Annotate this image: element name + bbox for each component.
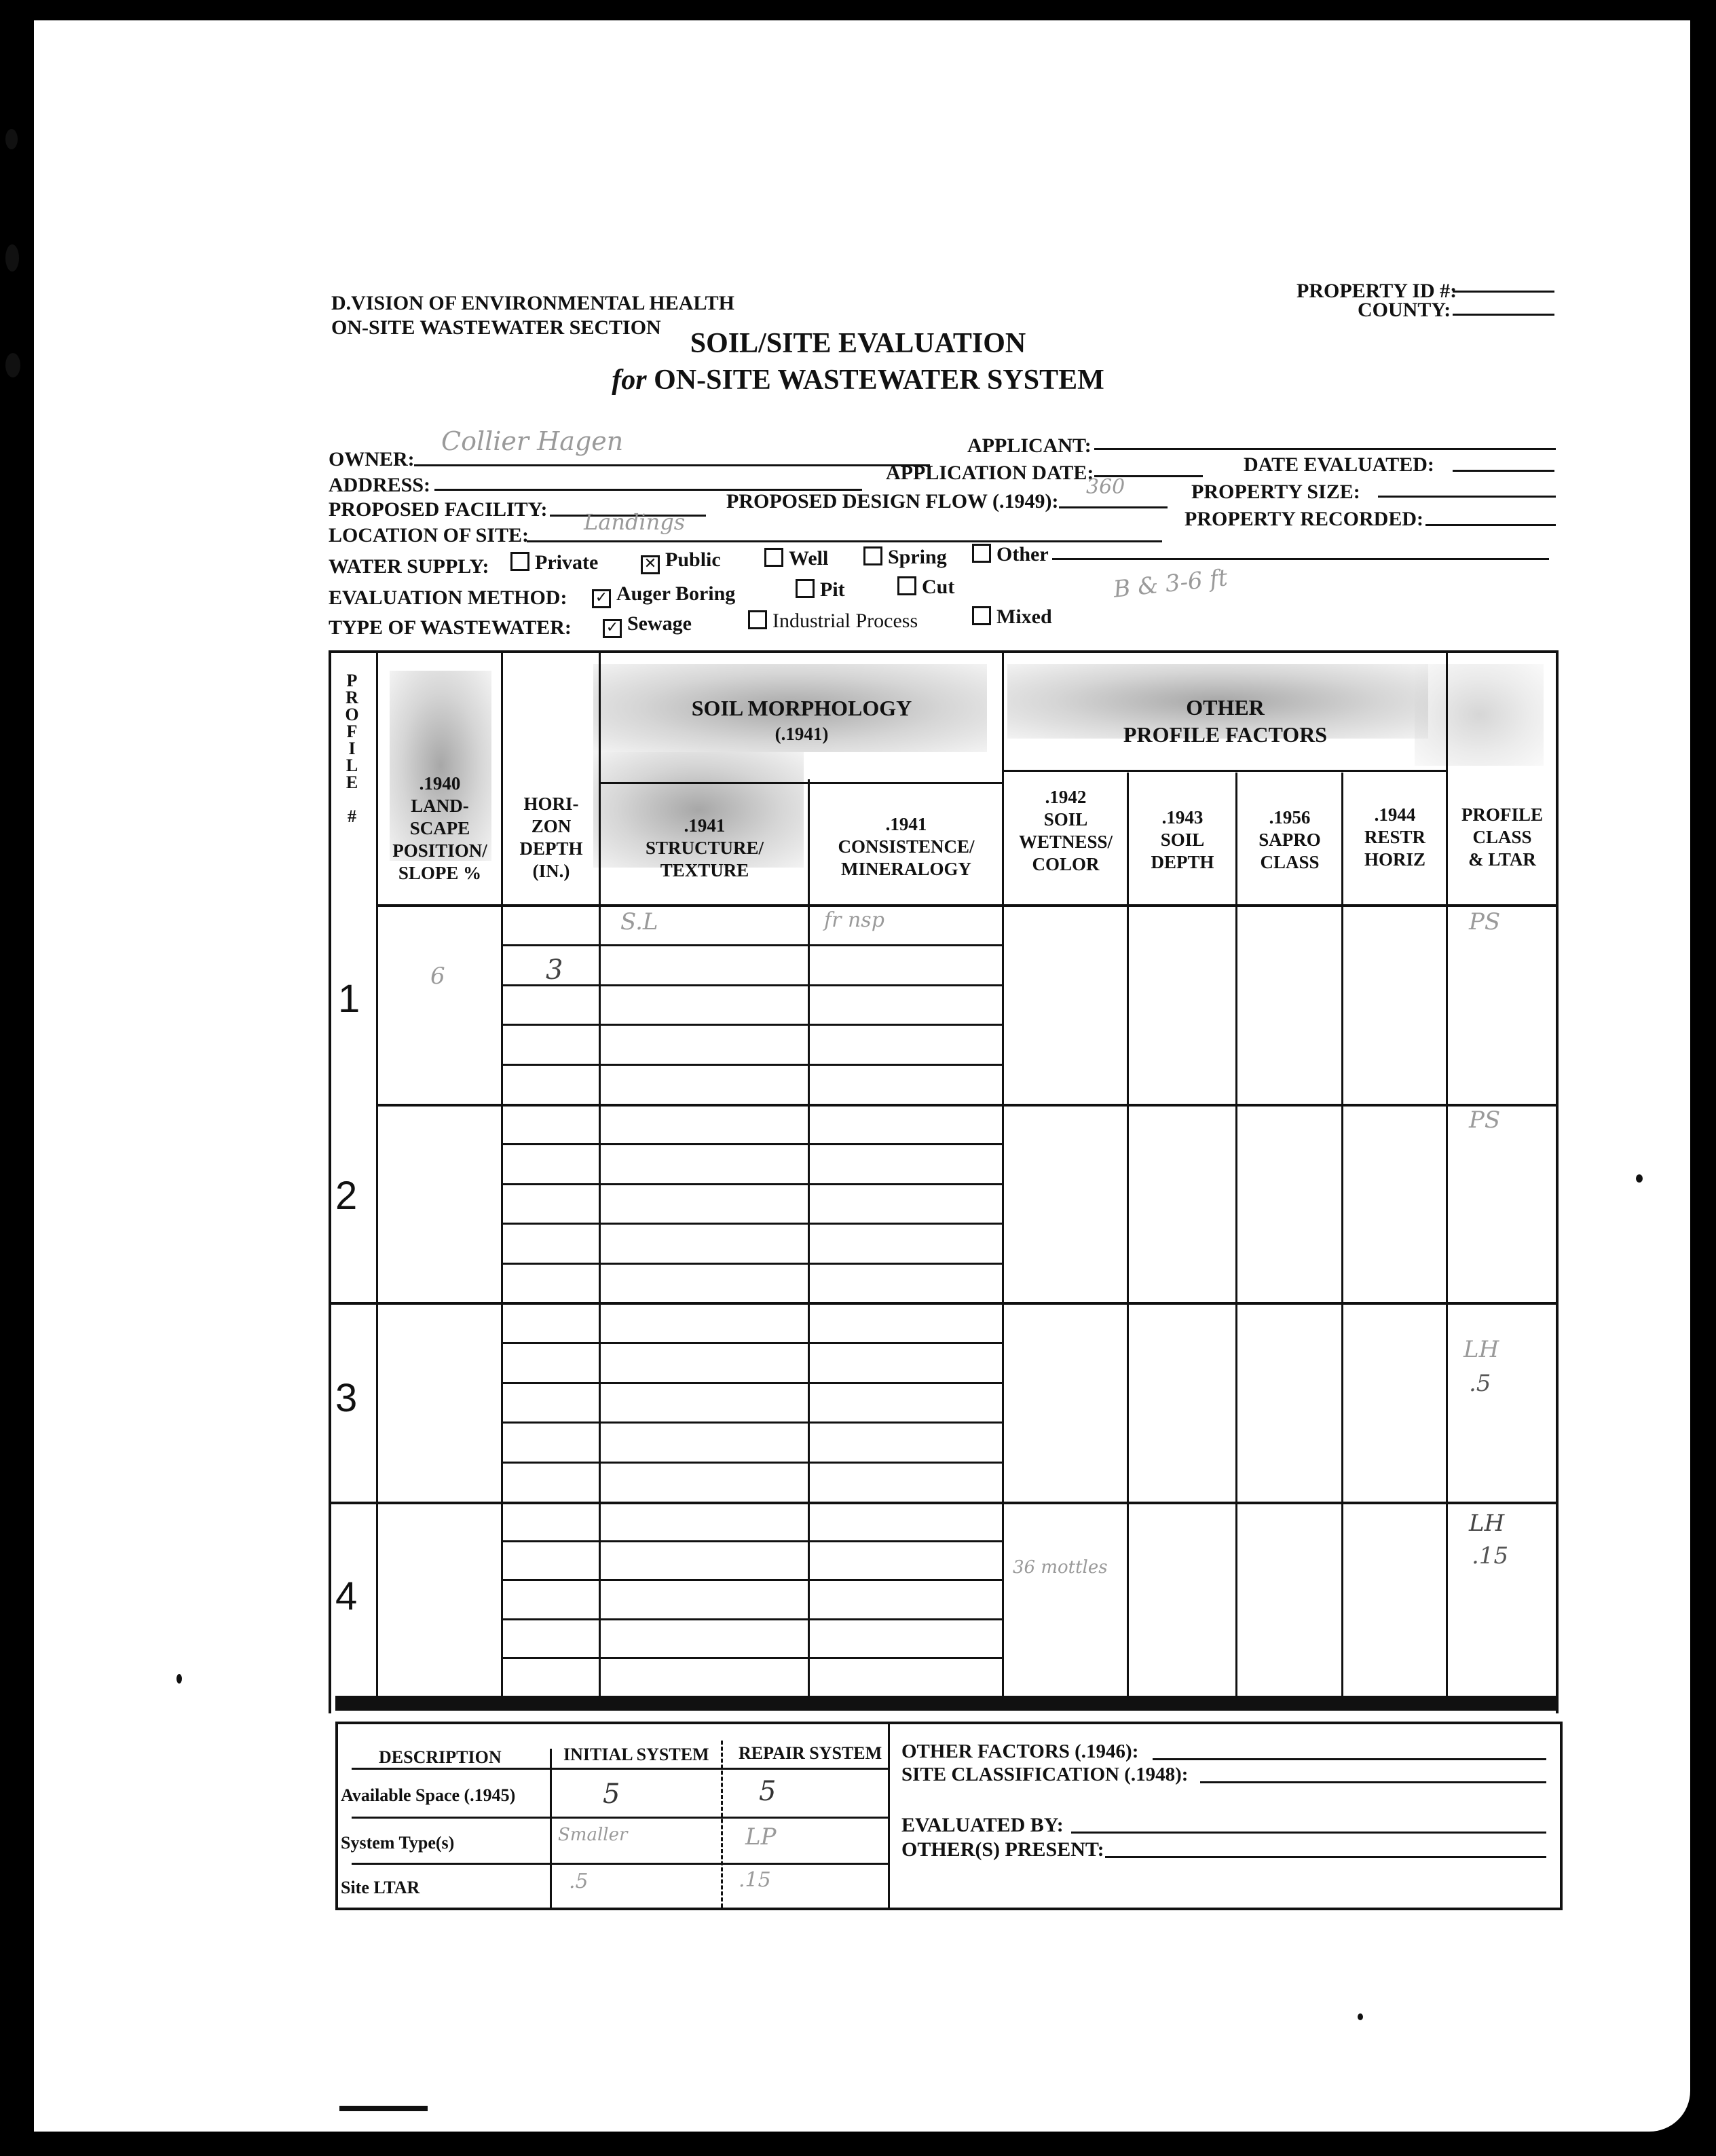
location-field[interactable] [527, 540, 1162, 542]
other-factors-label: OTHER FACTORS (.1946): [901, 1741, 1139, 1762]
horizon-row-line [599, 1263, 808, 1265]
horizon-row-line [501, 1462, 599, 1464]
owner-field[interactable] [414, 464, 930, 466]
hand-wetness: 36 mottles [1013, 1557, 1108, 1578]
water-supply-spring[interactable]: Spring [863, 546, 947, 569]
date-evaluated-field[interactable] [1453, 470, 1554, 472]
hand-ltar: .15 [1472, 1542, 1509, 1569]
checkbox-icon[interactable] [863, 546, 882, 565]
form-subtitle [0, 364, 1716, 396]
horizon-row-line [599, 1143, 808, 1145]
owner-value: Collier Hagen [441, 426, 624, 456]
horizon-row-line [599, 944, 808, 946]
horizon-row-line [599, 1540, 808, 1542]
horizon-row-line [599, 984, 808, 986]
other-profile-factors-header: OTHER PROFILE FACTORS [1123, 695, 1328, 747]
horizon-row-line [808, 1618, 1002, 1620]
horizon-row-line [599, 1183, 808, 1185]
scan-speck [1358, 2013, 1363, 2020]
hand-ltar: PS [1469, 908, 1501, 935]
horizon-row-line [808, 984, 1002, 986]
available-space-repair: 5 [759, 1776, 777, 1807]
horizon-row-line [808, 1143, 1002, 1145]
checked-box-icon[interactable]: ✕ [641, 555, 660, 574]
profile-number: 1 [338, 977, 360, 1021]
property-recorded-field[interactable] [1425, 524, 1556, 526]
horizon-row-line [599, 1579, 808, 1581]
design-flow-value: 360 [1086, 475, 1125, 499]
horizon-row-line [808, 1540, 1002, 1542]
horizon-row-line [599, 1618, 808, 1620]
water-supply-well[interactable]: Well [764, 547, 828, 570]
checked-box-icon[interactable]: ✓ [603, 619, 622, 638]
site-ltar-initial: .5 [569, 1870, 589, 1893]
evaluation-method-cut[interactable]: Cut [897, 576, 954, 599]
checkbox-icon[interactable] [748, 610, 767, 629]
repair-system-header: REPAIR SYSTEM [739, 1743, 882, 1763]
water-supply-other[interactable]: Other [972, 543, 1049, 566]
scan-speck [176, 1674, 182, 1684]
horizon-row-line [808, 1421, 1002, 1424]
design-flow-label: PROPOSED DESIGN FLOW (.1949): [726, 490, 1059, 513]
scan-speck [5, 353, 20, 377]
horizon-row-line [808, 1579, 1002, 1581]
available-space-label: Available Space (.1945) [341, 1785, 516, 1805]
horizon-row-line [808, 1024, 1002, 1026]
hand-ltar: PS [1469, 1107, 1501, 1134]
horizon-row-line [501, 1143, 599, 1145]
hand-ltar: LH [1469, 1510, 1505, 1537]
agency-line-1: D.VISION OF ENVIRONMENTAL HEALTH [331, 292, 734, 314]
wastewater-type-sewage[interactable]: ✓ Sewage [603, 612, 692, 638]
horizon-row-line [501, 1540, 599, 1542]
horizon-row-line [501, 1064, 599, 1066]
application-date-label: APPLICATION DATE: [886, 462, 1094, 484]
water-supply-label: WATER SUPPLY: [329, 555, 489, 578]
horizon-row-line [808, 1223, 1002, 1225]
evaluation-method-label: EVALUATION METHOD: [329, 587, 567, 609]
horizon-row-line [808, 1064, 1002, 1066]
horizon-row-line [808, 1462, 1002, 1464]
wastewater-type-industrial[interactable]: Industrial Process [748, 610, 918, 633]
horizon-row-line [599, 1421, 808, 1424]
horizon-row-line [501, 1223, 599, 1225]
available-space-initial: 5 [603, 1779, 620, 1810]
county-field[interactable] [1453, 314, 1554, 316]
soil-wetness-header: .1942 SOIL WETNESS/ COLOR [1018, 787, 1113, 874]
soil-depth-header: .1943 SOIL DEPTH [1151, 807, 1214, 872]
address-label: ADDRESS: [329, 474, 431, 496]
evaluation-method-auger[interactable]: ✓ Auger Boring [592, 582, 735, 608]
checkbox-icon[interactable] [764, 548, 783, 567]
evaluation-method-pit[interactable]: Pit [796, 578, 845, 601]
property-recorded-label: PROPERTY RECORDED: [1185, 508, 1424, 530]
checkbox-icon[interactable] [972, 606, 991, 625]
horizon-row-line [599, 1657, 808, 1659]
checkbox-icon[interactable] [972, 544, 991, 563]
scan-speck [339, 2106, 428, 2111]
system-type-repair: LP [745, 1823, 777, 1851]
site-ltar-label: Site LTAR [341, 1878, 420, 1897]
water-supply-public[interactable]: ✕ Public [641, 549, 721, 574]
consistence-mineralogy-header: .1941 CONSISTENCE/ MINERALOGY [838, 814, 975, 879]
landscape-header: .1940 LAND- SCAPE POSITION/ SLOPE % [392, 773, 487, 883]
checkbox-icon[interactable] [510, 552, 529, 571]
horizon-row-line [501, 1024, 599, 1026]
county-label: COUNTY: [1358, 299, 1451, 321]
system-type-label: System Type(s) [341, 1833, 455, 1853]
subtitle-text: ON-SITE WASTEWATER SYSTEM [654, 365, 1104, 396]
horizon-row-line [501, 1263, 599, 1265]
water-supply-private[interactable]: Private [510, 551, 598, 574]
scan-speck [1636, 1174, 1643, 1183]
checked-box-icon[interactable]: ✓ [592, 589, 611, 608]
property-id-field[interactable] [1453, 291, 1554, 293]
restr-horiz-header: .1944 RESTR HORIZ [1364, 804, 1426, 870]
checkbox-icon[interactable] [796, 579, 815, 598]
profile-number: 3 [335, 1376, 358, 1420]
horizon-row-line [501, 1657, 599, 1659]
design-flow-field[interactable] [1059, 506, 1168, 508]
horizon-row-line [808, 1342, 1002, 1344]
form-title: SOIL/SITE EVALUATION [690, 328, 1026, 359]
horizon-row-line [501, 1618, 599, 1620]
horizon-depth-header: HORI- ZON DEPTH (IN.) [519, 794, 583, 881]
system-type-initial: Smaller [558, 1825, 628, 1845]
horizon-row-line [501, 1382, 599, 1384]
horizon-row-line [808, 944, 1002, 946]
site-classification-label: SITE CLASSIFICATION (.1948): [901, 1764, 1189, 1785]
hand-depth: 3 [546, 954, 563, 986]
horizon-row-line [599, 1223, 808, 1225]
site-ltar-repair: .15 [739, 1868, 771, 1892]
scan-speck [5, 244, 19, 272]
applicant-field[interactable] [1094, 448, 1556, 450]
initial-system-header: INITIAL SYSTEM [563, 1745, 709, 1764]
horizon-row-line [599, 1024, 808, 1026]
table-bottom-band [335, 1696, 1559, 1711]
property-id-label: PROPERTY ID #: [1297, 280, 1457, 302]
hand-ltar: .5 [1469, 1370, 1491, 1397]
summary-box [335, 1722, 1563, 1910]
checkbox-icon[interactable] [897, 576, 916, 595]
proposed-facility-label: PROPOSED FACILITY: [329, 498, 548, 521]
profile-number: 4 [335, 1574, 358, 1618]
scan-speck [5, 129, 18, 149]
property-size-label: PROPERTY SIZE: [1191, 481, 1360, 503]
hand-consistence: fr nsp [824, 908, 884, 932]
horizon-row-line [501, 1579, 599, 1581]
horizon-row-line [501, 1183, 599, 1185]
horizon-row-line [599, 1064, 808, 1066]
horizon-row-line [599, 1382, 808, 1384]
hand-structure: S.L [620, 908, 658, 935]
other-factors-field[interactable] [1153, 1758, 1546, 1760]
soil-morphology-header: SOIL MORPHOLOGY (.1941) [691, 696, 912, 744]
horizon-row-line [599, 1462, 808, 1464]
property-size-field[interactable] [1378, 496, 1556, 498]
horizon-row-line [599, 1342, 808, 1344]
profile-number: 2 [335, 1174, 358, 1218]
subtitle-for: for [612, 365, 647, 396]
wastewater-type-label: TYPE OF WASTEWATER: [329, 616, 572, 639]
agency-line-2: ON-SITE WASTEWATER SECTION [331, 316, 661, 339]
horizon-row-line [501, 1342, 599, 1344]
horizon-row-line [808, 1263, 1002, 1265]
description-header: DESCRIPTION [379, 1747, 502, 1767]
sapro-class-header: .1956 SAPRO CLASS [1258, 807, 1321, 872]
evaluation-table [329, 650, 1559, 1716]
profile-header: PROFILE # [342, 671, 362, 823]
horizon-row-line [501, 1421, 599, 1424]
others-present-field[interactable] [1105, 1856, 1546, 1858]
structure-texture-header: .1941 STRUCTURE/ TEXTURE [645, 815, 764, 880]
evaluated-by-field[interactable] [1071, 1832, 1546, 1834]
site-classification-field[interactable] [1200, 1781, 1546, 1783]
horizon-row-line [808, 1657, 1002, 1659]
wastewater-type-mixed[interactable]: Mixed [972, 606, 1052, 629]
date-evaluated-label: DATE EVALUATED: [1244, 453, 1434, 476]
location-label: LOCATION OF SITE: [329, 524, 529, 546]
horizon-row-line [808, 1382, 1002, 1384]
side-note: B & 3-6 ft [1112, 564, 1229, 603]
profile-class-ltar-header: PROFILE CLASS & LTAR [1461, 804, 1543, 870]
horizon-row-line [501, 944, 599, 946]
others-present-label: OTHER(S) PRESENT: [901, 1838, 1104, 1861]
hand-slope: 6 [430, 963, 445, 990]
water-supply-other-field[interactable] [1052, 558, 1549, 560]
location-value: Landings [584, 509, 686, 535]
applicant-label: APPLICANT: [967, 434, 1092, 457]
hand-ltar: LH [1463, 1336, 1499, 1363]
horizon-row-line [808, 1183, 1002, 1185]
evaluated-by-label: EVALUATED BY: [901, 1814, 1064, 1836]
owner-label: OWNER: [329, 448, 415, 470]
